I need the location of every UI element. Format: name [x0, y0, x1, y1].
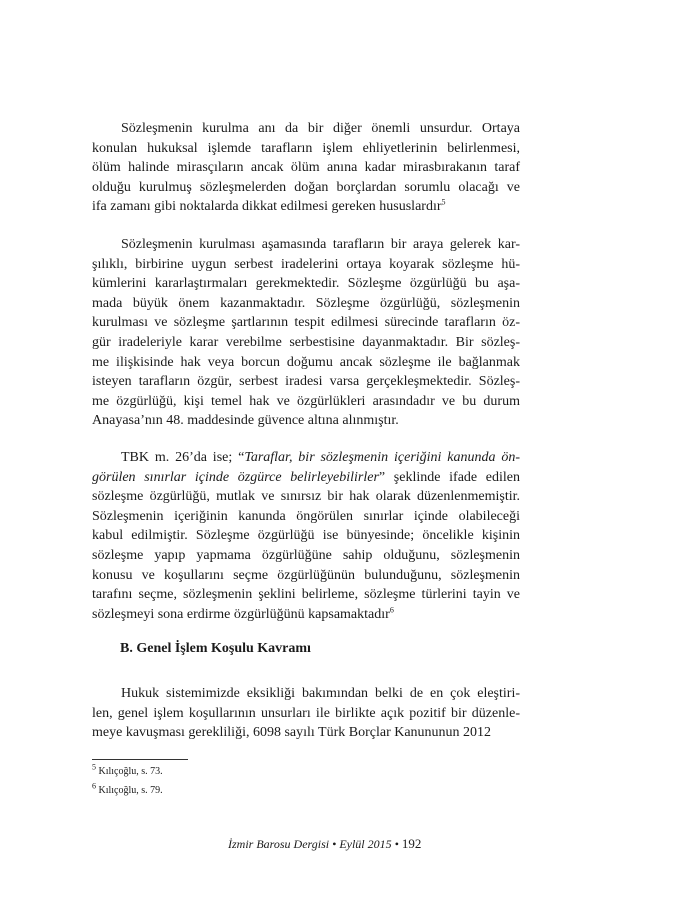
text-line: görülen sınırlar içinde özgürce belirleyebilirler” şeklinde ifade edilen [92, 469, 520, 485]
paragraph-tbk-article-26 [92, 448, 520, 624]
text-line: ölüm halinde mirasçıların ancak ölüm anına kadar mirasbırakanın taraf [92, 160, 520, 176]
text-line: Sözleşmenin kurulması aşamasında tarafların bir araya gelerek kar- [121, 237, 520, 252]
page-number: 192 [401, 836, 422, 851]
footnote-reference: 6 [389, 605, 394, 615]
text-line: tarafını seçme, sözleşmenin şeklini belirleme, sözleşme türlerini tayin ve [92, 587, 520, 603]
journal-name: İzmir Barosu Dergisi • Eylül 2015 • [228, 837, 399, 851]
page-footer [228, 836, 421, 852]
text-line: mada büyük önem kazanmaktadır. Sözleşme özgürlüğü, sözleşmenin [92, 295, 520, 311]
footnote-5 [92, 762, 163, 777]
text-line: kabul edilmiştir. Sözleşme özgürlüğü ise bünyesinde; öncelikle kişinin [92, 528, 520, 544]
text-line: Sözleşmenin kurulma anı da bir diğer önemli unsurdur. Ortaya [121, 121, 520, 136]
footnote-text: Kılıçoğlu, s. 73. [98, 766, 163, 777]
paragraph-freedom-of-contract [92, 235, 520, 431]
text-line: olduğu kurulmuş sözleşmelerden doğan borçlardan sorumlu olacağı ve [92, 179, 520, 195]
text-line: şılıklı, birbirine uygun serbest iradelerini ortaya koyarak sözleşme hü- [92, 256, 520, 272]
text-line: sözleşmeyi sona erdirme özgürlüğünü kapsamaktadır$^6$ [92, 605, 394, 622]
text-line: konulan hukuksal işlemde tarafların işlem ehliyetlerinin belirlenmesi, [92, 140, 520, 156]
text-line: ifa zamanı gibi noktalarda dikkat edilmesi gereken hususlardır$^5$ [92, 197, 446, 215]
paragraph-general-terms-intro [92, 684, 520, 743]
text-line: sözleşme yapıp yapmama özgürlüğüne sahip olduğunu, sözleşmenin [92, 547, 520, 563]
quoted-statute-text: görülen sınırlar içinde özgürce belirleyebilirler [92, 469, 379, 485]
footnote-6 [92, 781, 163, 796]
footnote-reference: 5 [441, 197, 446, 207]
text-line: gür iradeleriyle karar verebilme serbestisine dayanmaktadır. Bir sözleş- [92, 334, 520, 350]
text-line: me ilişkisinde hak veya borcun doğumu ancak sözleşme ile bağlanmak [92, 354, 520, 370]
footnote-number: 5 [92, 762, 96, 772]
footnote-divider [92, 759, 188, 760]
section-heading: B. Genel İşlem Koşulu Kavramı [120, 641, 311, 656]
text-line: konusu ve koşullarını seçme özgürlüğünün bulunduğunu, sözleşmenin [92, 567, 520, 583]
text-line: sözleşme özgürlüğü, mutlak ve sınırsız bir hak olarak düzenlenmemiştir. [92, 489, 520, 505]
text-line: TBK m. 26’da ise; “Taraflar, bir sözleşmenin içeriğini kanunda ön- [121, 450, 521, 465]
paragraph-contract-formation-moment [92, 119, 520, 217]
text-line: Sözleşmenin içeriğinin kanunda öngörülen sınırlar içinde olabileceği [92, 508, 520, 524]
text-line: Anayasa’nın 48. maddesinde güvence altına alınmıştır. [92, 413, 399, 429]
text-line: meye kavuşması gerekliliği, 6098 sayılı Türk Borçlar Kanununun 2012 [92, 725, 492, 741]
text-line: me özgürlüğü, kişi temel hak ve özgürlükleri arasındadır ve bu durum [92, 393, 520, 409]
text-line: isteyen tarafların özgür, serbest iradesi varsa gerçekleşmektedir. Sözleş- [92, 374, 520, 390]
quoted-statute-text: Taraflar, bir sözleşmenin içeriğini kanunda ön- [244, 450, 521, 465]
text-line: kümlerini kararlaştırmaları gerekmektedir. Sözleşme özgürlüğü bu aşa- [92, 276, 520, 292]
footnote-number: 6 [92, 781, 96, 791]
footnote-text: Kılıçoğlu, s. 79. [98, 785, 163, 796]
text-line: kurulması ve sözleşme şartlarının tespit edilmesi sürecinde tarafların öz- [92, 315, 520, 331]
text-line: Hukuk sistemimizde eksikliği bakımından belki de en çok eleştiri- [121, 686, 520, 701]
text-line: len, genel işlem koşullarının unsurları ile birlikte açık pozitif bir düzenle- [92, 705, 520, 721]
